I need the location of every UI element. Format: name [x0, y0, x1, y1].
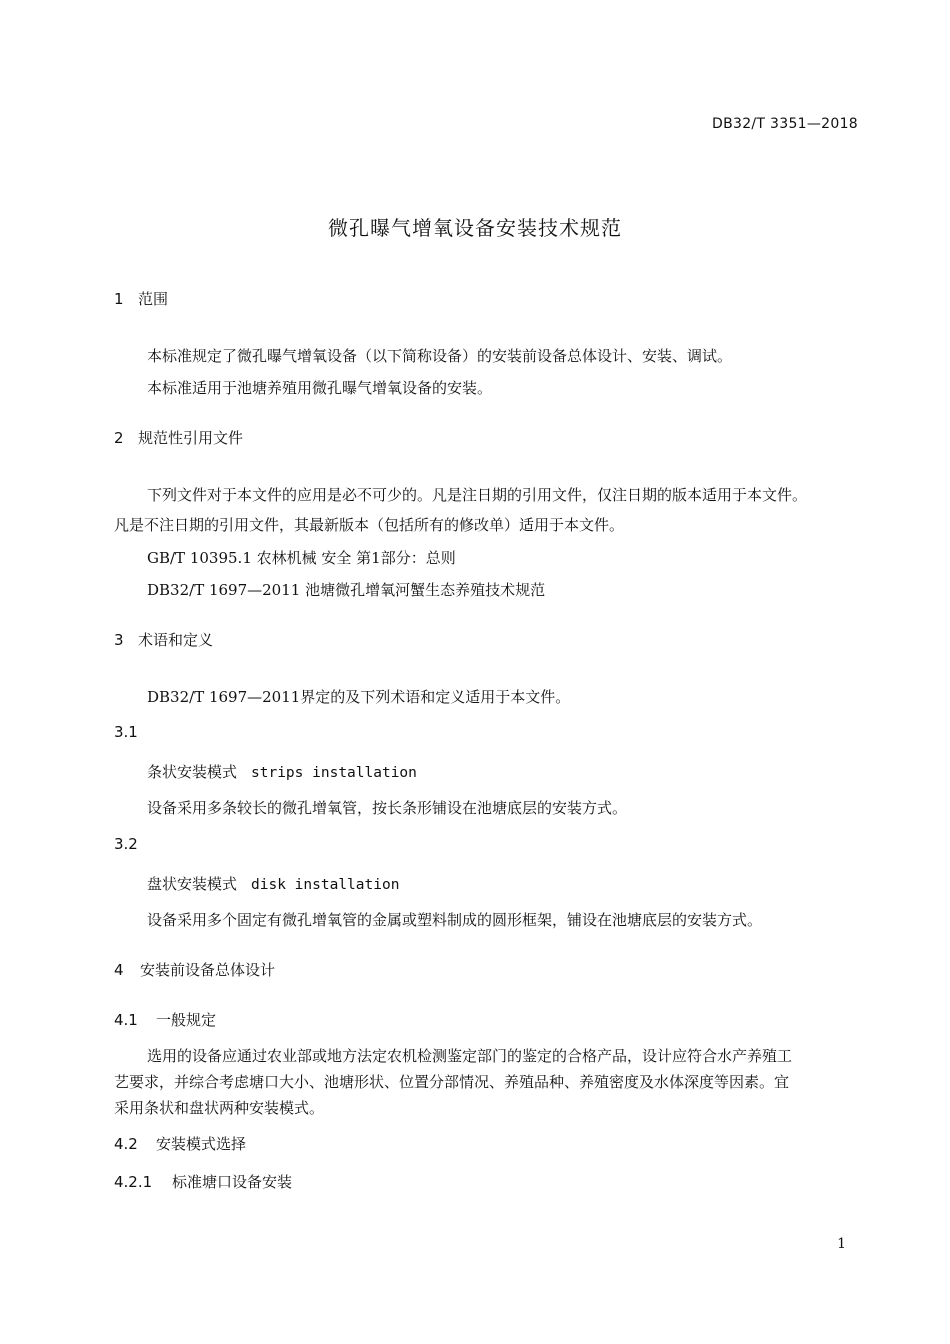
section-2-paragraph-line-1: 下列文件对于本文件的应用是必不可少的。凡是注日期的引用文件，仅注日期的版本适用于本文件。 — [147, 486, 808, 504]
section-4-1-line-3: 采用条状和盘状两种安装模式。 — [114, 1099, 325, 1117]
term-3-1-heading — [147, 761, 417, 782]
section-2-number: 2 — [114, 429, 124, 447]
term-3-1-number: 3.1 — [114, 723, 138, 741]
section-2-heading — [114, 427, 243, 448]
section-4-heading — [114, 959, 275, 980]
standard-code: DB32/T 3351—2018 — [712, 116, 858, 132]
section-4-1-title: 一般规定 — [156, 1011, 217, 1029]
page-number: 1 — [837, 1236, 846, 1252]
document-title: 微孔曝气增氧设备安装技术规范 — [328, 216, 622, 240]
section-4-1-line-2: 艺要求，并综合考虑塘口大小、池塘形状、位置分部情况、养殖品种、养殖密度及水体深度等因素。宜 — [114, 1073, 790, 1091]
section-1-number: 1 — [114, 290, 124, 308]
term-3-2-heading — [147, 873, 399, 894]
section-2-paragraph-line-2: 凡是不注日期的引用文件，其最新版本（包括所有的修改单）适用于本文件。 — [114, 516, 625, 534]
section-4-2-title: 安装模式选择 — [156, 1135, 247, 1153]
section-3-number: 3 — [114, 631, 124, 649]
term-3-1-name-zh: 条状安装模式 — [147, 763, 238, 781]
section-3-intro: DB32/T 1697—2011界定的及下列术语和定义适用于本文件。 — [147, 688, 571, 706]
term-3-2-name-en: disk installation — [251, 877, 400, 893]
section-4-1-number: 4.1 — [114, 1011, 138, 1029]
reference-item: DB32/T 1697—2011 池塘微孔增氧河蟹生态养殖技术规范 — [147, 581, 546, 599]
section-1-title: 范围 — [138, 290, 169, 308]
section-4-2-heading — [114, 1133, 246, 1154]
section-1-paragraph-1: 本标准规定了微孔曝气增氧设备（以下简称设备）的安装前设备总体设计、安装、调试。 — [147, 347, 733, 365]
section-3-heading — [114, 629, 213, 650]
section-1-paragraph-2: 本标准适用于池塘养殖用微孔曝气增氧设备的安装。 — [147, 379, 493, 397]
section-4-2-number: 4.2 — [114, 1135, 138, 1153]
section-2-title: 规范性引用文件 — [138, 429, 244, 447]
section-4-title: 安装前设备总体设计 — [140, 961, 276, 979]
section-1-heading — [114, 288, 168, 309]
section-4-2-1-heading — [114, 1171, 292, 1192]
section-4-2-1-number: 4.2.1 — [114, 1173, 153, 1191]
section-3-title: 术语和定义 — [138, 631, 214, 649]
term-3-1-name-en: strips installation — [251, 765, 417, 781]
section-4-2-1-title: 标准塘口设备安装 — [172, 1173, 293, 1191]
reference-item: GB/T 10395.1 农林机械 安全 第1部分：总则 — [147, 549, 456, 567]
term-3-2-number: 3.2 — [114, 835, 138, 853]
section-4-number: 4 — [114, 961, 124, 979]
term-3-2-definition: 设备采用多个固定有微孔增氧管的金属或塑料制成的圆形框架，铺设在池塘底层的安装方式。 — [147, 911, 763, 929]
term-3-2-name-zh: 盘状安装模式 — [147, 875, 238, 893]
term-3-1-definition: 设备采用多条较长的微孔增氧管，按长条形铺设在池塘底层的安装方式。 — [147, 799, 628, 817]
section-4-1-line-1: 选用的设备应通过农业部或地方法定农机检测鉴定部门的鉴定的合格产品，设计应符合水产养殖工 — [147, 1047, 793, 1065]
section-4-1-heading — [114, 1009, 216, 1030]
